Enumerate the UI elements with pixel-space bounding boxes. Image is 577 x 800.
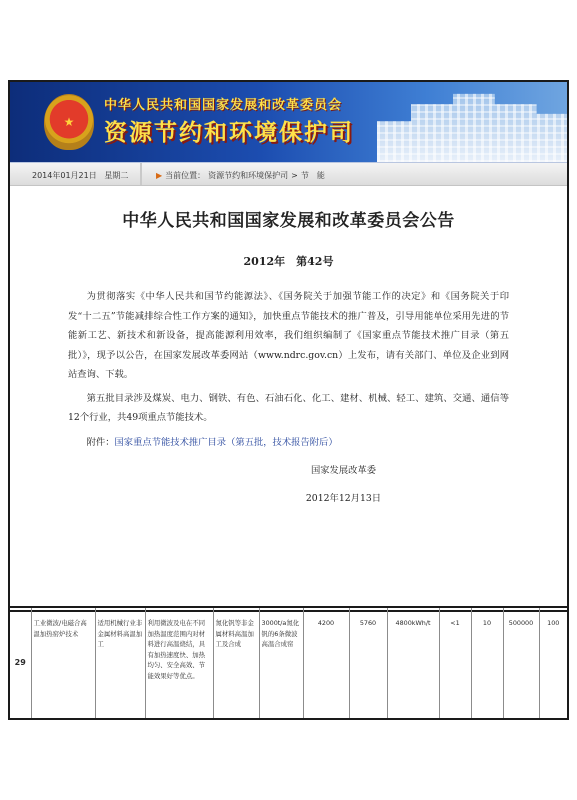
breadcrumb-link-department[interactable]: 资源节约和环境保护司	[208, 171, 289, 180]
table-cell-value: 4200	[303, 607, 349, 719]
table-cell-value: 5760	[349, 607, 387, 719]
weekday-text: 星期二	[104, 171, 129, 180]
table-row	[9, 607, 568, 719]
table-cell-value: 10	[471, 607, 503, 719]
page-title: 中华人民共和国国家发展和改革委员会公告	[122, 211, 455, 231]
table-cell-value: 100	[539, 607, 568, 719]
location-label: 当前位置：	[165, 171, 206, 180]
attachment-line	[68, 434, 509, 448]
table-cell-value: 500000	[503, 607, 539, 719]
table-cell-conditions: 氮化钒等非金属材料高温加工及合成	[213, 607, 259, 719]
sign-date: 2012年12月13日	[305, 492, 382, 504]
national-emblem-icon: ★	[44, 94, 94, 150]
table-cell-scope: 适用机械行业非金属材料高温加工	[95, 607, 145, 719]
department-title: 资源节约和环境保护司	[104, 120, 354, 146]
org-name: 中华人民共和国国家发展和改革委员会	[104, 98, 343, 113]
breadcrumb-separator: >	[291, 171, 298, 180]
document-number: 2012年 第42号	[243, 255, 334, 268]
table-cell-value: 4800kWh/t	[387, 607, 439, 719]
location-arrow-icon: ▶	[156, 171, 163, 180]
date-text: 2014年01月21日	[32, 171, 97, 180]
attachment-label: 附件：	[86, 436, 115, 448]
table-cell-case: 3000t/a氮化钒的6条微波高温合成窑	[259, 607, 303, 719]
current-date	[32, 170, 128, 181]
signer: 国家发展改革委	[310, 464, 377, 476]
paragraph-scope: 第五批目录涉及煤炭、电力、钢铁、有色、石油石化、化工、建材、机械、轻工、建筑、交通、通信等12个行业，共49项重点节能技术。	[68, 392, 509, 423]
row-number: 29	[9, 607, 31, 719]
table-cell-principle: 利用微波及电在不同加热温度范围内对材料进行高温烧结，具有加热速度快、加热均匀、安全高效、节能效果好等优点。	[145, 607, 213, 719]
attachment-link[interactable]: 国家重点节能技术推广目录（第五批，技术报告附后）	[114, 436, 338, 448]
article-body	[10, 206, 567, 504]
paragraph-intro: 为贯彻落实《中华人民共和国节约能源法》、《国务院关于加强节能工作的决定》和《国务院关于印发“十二五”节能减排综合性工作方案的通知》，加快重点节能技术的推广普及，引导用能单位采用先进的节能新工艺、新技术和新设备，提高能源利用效率，我们组织编制了《国家重点节能技术推广目录（第五批）》，现予以公告，在国家发展改革委网站（www.ndrc.gov.cn）上发布，请有关部门、单位及企业到网站查询、下载。	[68, 291, 509, 380]
nav-bar	[10, 162, 567, 186]
announcement-frame	[8, 80, 569, 612]
building-image	[377, 88, 567, 162]
site-banner	[10, 82, 567, 162]
table-cell-value: <1	[439, 607, 471, 719]
breadcrumb-current: 节 能	[300, 171, 325, 180]
nav-divider	[140, 163, 142, 185]
breadcrumb	[156, 170, 325, 181]
table-cell-tech-name: 工业微波/电磁合高温加热窑炉技术	[31, 607, 95, 719]
technology-table	[8, 606, 569, 720]
